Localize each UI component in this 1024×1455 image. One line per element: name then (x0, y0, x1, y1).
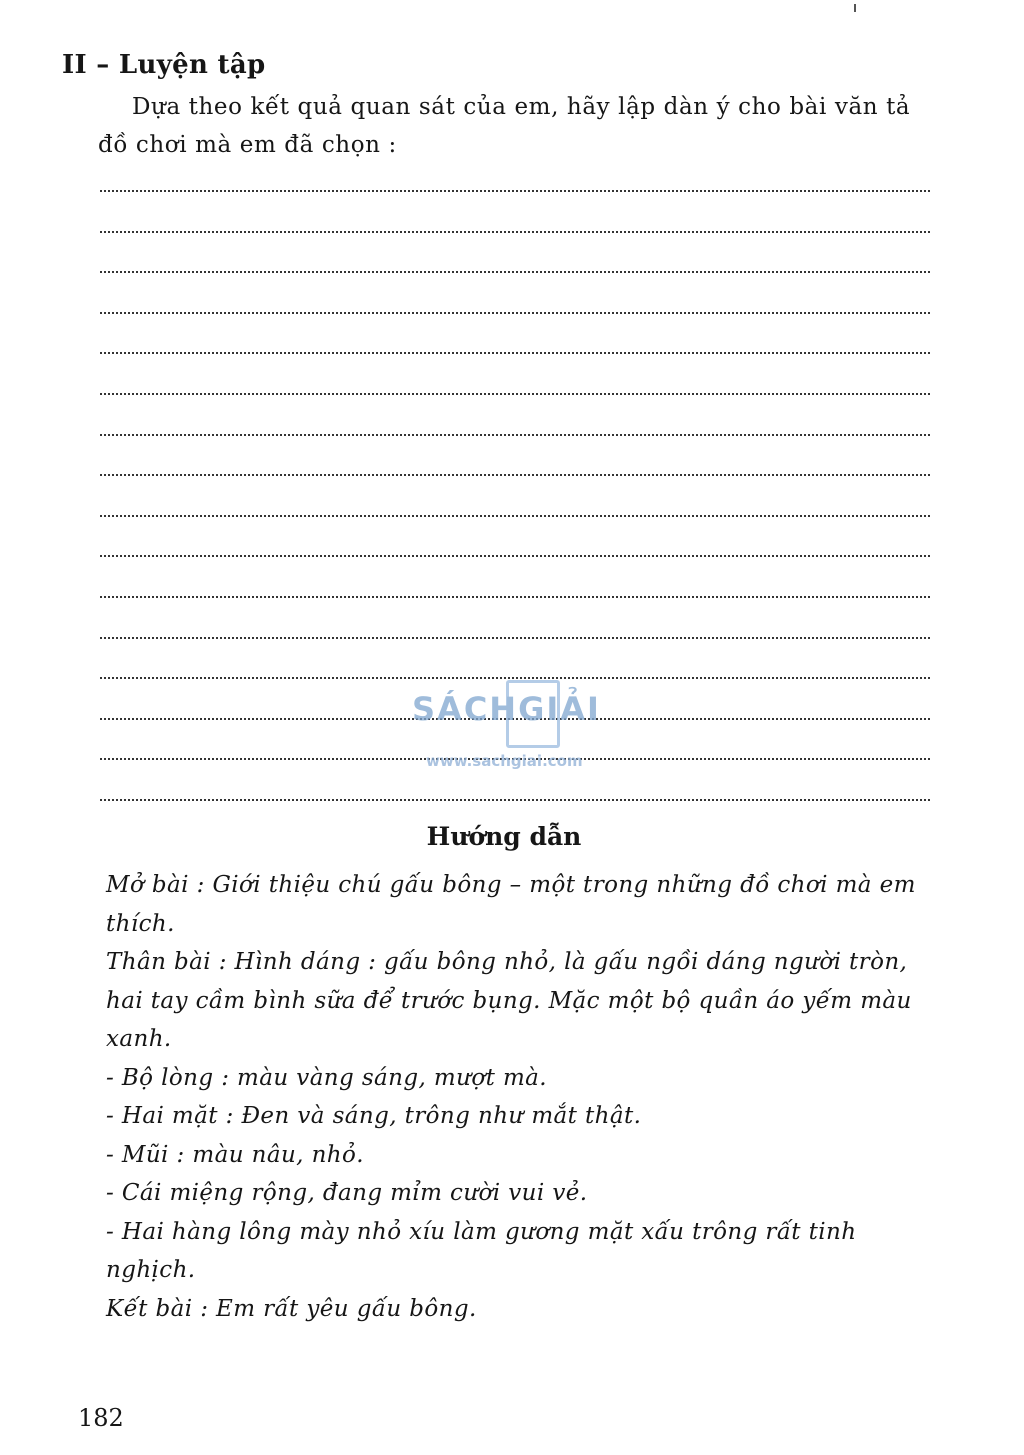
answer-line (100, 190, 930, 192)
answer-line (100, 231, 930, 233)
answer-line (100, 434, 930, 436)
guide-paragraph: Mở bài : Giới thiệu chú gấu bông – một trong những đồ chơi mà em thích. (106, 872, 916, 937)
scan-mark (854, 4, 856, 12)
guide-paragraph: Thân bài : Hình dáng : gấu bông nhỏ, là gấu ngồi dáng người tròn, hai tay cầm bình sữa để trước bụng. Mặc một bộ quần áo yếm màu xanh. (106, 949, 912, 1052)
answer-line (100, 596, 930, 598)
answer-line (100, 474, 930, 476)
answer-line (100, 271, 930, 273)
answer-line (100, 312, 930, 314)
guide-paragraph: - Bộ lòng : màu vàng sáng, mượt mà. (106, 1064, 547, 1091)
page-number: 182 (78, 1404, 124, 1432)
watermark-url: www.sachgiai.com (426, 752, 583, 770)
answer-line (100, 515, 930, 517)
guide-paragraph: - Hai mặt : Đen và sáng, trông như mắt thật. (106, 1103, 642, 1129)
guide-title: Hướng dẫn (426, 822, 582, 851)
answer-line (100, 352, 930, 354)
answer-line (100, 637, 930, 639)
exercise-prompt: Dựa theo kết quả quan sát của em, hãy lập dàn ý cho bài văn tả đồ chơi mà em đã chọn : (98, 94, 911, 158)
guide-paragraph: - Cái miệng rộng, đang mỉm cười vui vẻ. (106, 1180, 588, 1206)
guide-paragraph: - Hai hàng lông mày nhỏ xíu làm gương mặt xấu trông rất tinh nghịch. (106, 1218, 857, 1283)
answer-line (100, 393, 930, 395)
watermark-logo (412, 680, 622, 780)
answer-line (100, 555, 930, 557)
guide-body (106, 866, 944, 1328)
answer-line (100, 799, 930, 801)
guide-paragraph: Kết bài : Em rất yêu gấu bông. (106, 1295, 477, 1322)
answer-line (100, 677, 930, 679)
watermark-brand: SÁCHGIẢI (412, 690, 601, 728)
section-title: II – Luyện tập (62, 50, 266, 80)
guide-paragraph: - Mũi : màu nâu, nhỏ. (106, 1141, 364, 1168)
